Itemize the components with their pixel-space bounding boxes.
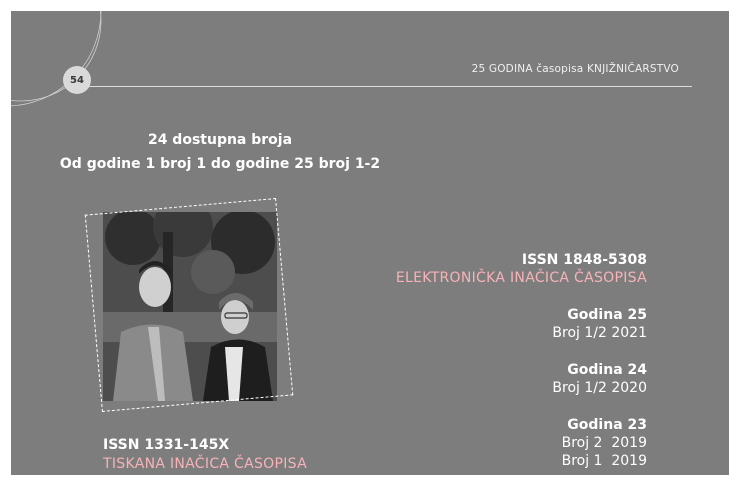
electronic-edition-label: ELEKTRONIČKA INAČICA ČASOPISA xyxy=(395,270,647,286)
print-edition-label: TISKANA INAČICA ČASOPISA xyxy=(103,456,307,472)
intro-line-2: Od godine 1 broj 1 do godine 25 broj 1-2 xyxy=(59,156,381,172)
volume-year: Godina 23 xyxy=(567,417,647,433)
volume-issue: Broj 1/2 2021 xyxy=(552,325,647,341)
volume-year: Godina 24 xyxy=(567,362,647,378)
header-rule xyxy=(89,86,692,87)
photo-block xyxy=(103,212,277,401)
running-head: 25 GODINA časopisa KNJIŽNIČARSTVO xyxy=(471,63,679,75)
volume-issue: Broj 1/2 2020 xyxy=(552,380,647,396)
intro-text xyxy=(11,128,429,176)
print-issn: ISSN 1331-145X xyxy=(103,437,230,453)
intro-line-1: 24 dostupna broja xyxy=(147,132,293,148)
dashed-frame xyxy=(85,198,294,412)
document-page xyxy=(11,11,729,475)
page-number-badge: 54 xyxy=(63,66,91,94)
volume-issue: Broj 1 2019 xyxy=(561,453,647,469)
volume-year: Godina 25 xyxy=(567,307,647,323)
electronic-issn: ISSN 1848-5308 xyxy=(521,252,647,268)
volume-issue: Broj 2 2019 xyxy=(561,435,647,451)
